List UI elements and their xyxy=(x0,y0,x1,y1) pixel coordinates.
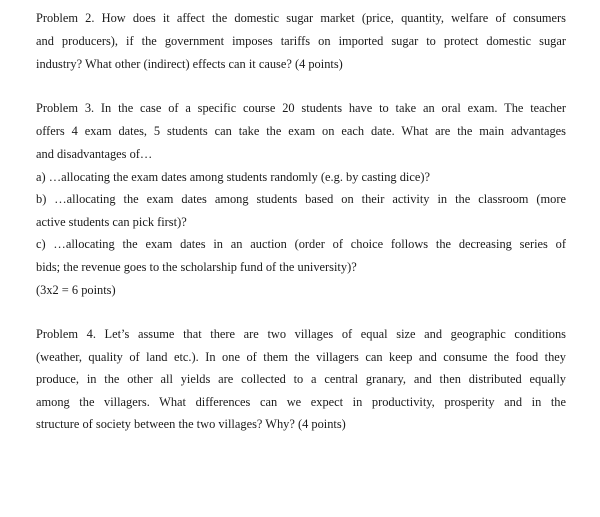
problem-3-line-1: Problem 3. In the case of a specific course 20 students have to take an oral exam. The teacher xyxy=(36,101,566,115)
problem-3-line-3: and disadvantages of… xyxy=(36,147,153,161)
problem-4-line-5: structure of society between the two villages? Why? (4 points) xyxy=(36,417,346,431)
problem-2-line-3: industry? What other (indirect) effects can it cause? (4 points) xyxy=(36,57,343,71)
problem-2-line-2: and producers), if the government imposes tariffs on imported sugar to protect domestic sugar xyxy=(36,34,566,48)
problem-2-line-1: Problem 2. How does it affect the domestic sugar market (price, quantity, welfare of consumers xyxy=(36,11,566,25)
problem-4-line-1: Problem 4. Let’s assume that there are two villages of equal size and geographic conditions xyxy=(36,327,566,341)
problem-3-points: (3x2 = 6 points) xyxy=(36,283,116,297)
problem-4-line-4: among the villagers. What differences can we expect in productivity, prosperity and in the xyxy=(36,395,566,409)
problem-3-option-c-line-2: bids; the revenue goes to the scholarship fund of the university)? xyxy=(36,260,357,274)
problem-3-option-b-line-1: b) …allocating the exam dates among students based on their activity in the classroom (more xyxy=(36,192,566,206)
problem-3-option-b-line-2: active students can pick first)? xyxy=(36,215,187,229)
problem-3-option-a: a) …allocating the exam dates among students randomly (e.g. by casting dice)? xyxy=(36,170,430,184)
problem-3-option-c-line-1: c) …allocating the exam dates in an auction (order of choice follows the decreasing series of xyxy=(36,237,566,251)
problem-4-line-2: (weather, quality of land etc.). In one of them the villagers can keep and consume the food they xyxy=(36,350,566,364)
problem-4-line-3: produce, in the other all yields are collected to a central granary, and then distributed equally xyxy=(36,372,566,386)
problem-3-line-2: offers 4 exam dates, 5 students can take the exam on each date. What are the main advantages xyxy=(36,124,566,138)
